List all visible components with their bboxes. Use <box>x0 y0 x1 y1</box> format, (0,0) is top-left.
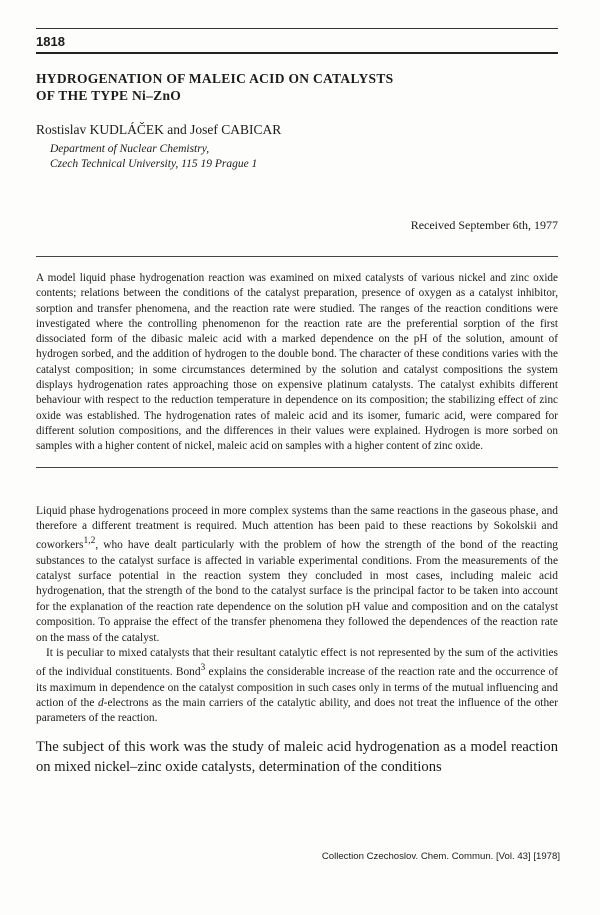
body-text <box>36 504 558 727</box>
abstract-top-rule <box>36 256 558 257</box>
title-line-2: OF THE TYPE Ni–ZnO <box>36 88 182 103</box>
paragraph-3: The subject of this work was the study of maleic acid hydrogenation as a model reaction on mixed nickel–zinc oxide catalysts, determination of the conditions <box>36 738 558 775</box>
citation-3: 3 <box>200 663 206 674</box>
journal-citation: Collection Czechoslov. Chem. Commun. [Vol. 43] [1978] <box>321 851 560 862</box>
title-line-1: HYDROGENATION OF MALEIC ACID ON CATALYSTS <box>36 71 394 86</box>
paragraph-2-text-b: explains the considerable increase of the reaction rate and the occurrence of its maximum in dependence on the catalyst composition in such cases only in terms of the mutual influencing and action of the <box>36 666 558 710</box>
abstract-bottom-rule <box>36 467 558 468</box>
top-rule <box>36 28 558 29</box>
affiliation <box>50 142 558 172</box>
paragraph-1-text-b: , who have dealt particularly with the problem of how the strength of the bond of the reacting substances to the catalyst surface is affected in variable experimental conditions. From the measurements of the catalyst surface potential in the reaction system they concluded in most cases, including maleic acid hydrogenation, that the strength of the bond to the catalyst surface is the principal factor to be taken into account for the explanation of the reaction rate dependence on the solution pH value and composition and on the catalyst composition. To appraise the effect of the transfer phenomena they followed the dependences of the reaction rate on the mass of the catalyst. <box>36 539 558 644</box>
page-number: 1818 <box>36 34 65 49</box>
paragraph-2-text-a: It is peculiar to mixed catalysts that their resultant catalytic effect is not represented by the sum of the activities of the individual constituents. Bond <box>36 647 558 679</box>
paragraph-2 <box>36 646 558 727</box>
affiliation-line-1: Department of Nuclear Chemistry, <box>50 143 210 155</box>
paragraph-1-text-a: Liquid phase hydrogenations proceed in more complex systems than the same reactions in the gaseous phase, and therefore a different treatment is required. Much attention has been paid to these reactions by Sokolskii and coworkers <box>36 504 558 552</box>
received-date: Received September 6th, 1977 <box>410 218 558 232</box>
article-title <box>36 70 558 104</box>
citation-1-2: 1,2 <box>83 536 96 547</box>
paragraph-1 <box>36 504 558 646</box>
authors: Rostislav KUDLÁČEK and Josef CABICAR <box>36 122 282 137</box>
page <box>36 24 558 777</box>
paragraph-2-text-c: -electrons as the main carriers of the catalytic ability, and does not treat the influence of the other parameters of the reaction. <box>36 697 558 725</box>
d-electron-symbol: d <box>97 697 104 710</box>
abstract: A model liquid phase hydrogenation reaction was examined on mixed catalysts of various nickel and zinc oxide contents; relations between the conditions of the catalyst preparation, presence of oxygen as a catalyst inhibitor, sorption and transfer phenomena, and the reaction rate were studied. The ranges of the reaction conditions were investigated where the controlling phenomenon for the reaction rate are the preferential sorption of the first dissociated form of the dibasic maleic acid with a marked dependence on the pH of the solution, amount of hydrogen sorbed, and the addition of hydrogen to the double bond. The character of these conditions varies with the catalyst composition; in some circumstances determined by the solution and catalyst compositions the system displays hydrogenation rates approaching those on expensive platinum catalysts. The catalyst exhibits different behaviour with respect to the reduction temperature in dependence on its composition; the stabilizing effect of zinc oxide was established. The hydrogenation rates of maleic acid and its isomer, fumaric acid, were compared for different solution compositions, and the differences in their values were explained. Hydrogen is more sorbed on samples with a higher content of nickel, maleic acid on samples with a higher content of zinc oxide. <box>36 272 558 453</box>
header-rule <box>36 52 558 54</box>
affiliation-line-2: Czech Technical University, 115 19 Prague 1 <box>50 158 258 170</box>
